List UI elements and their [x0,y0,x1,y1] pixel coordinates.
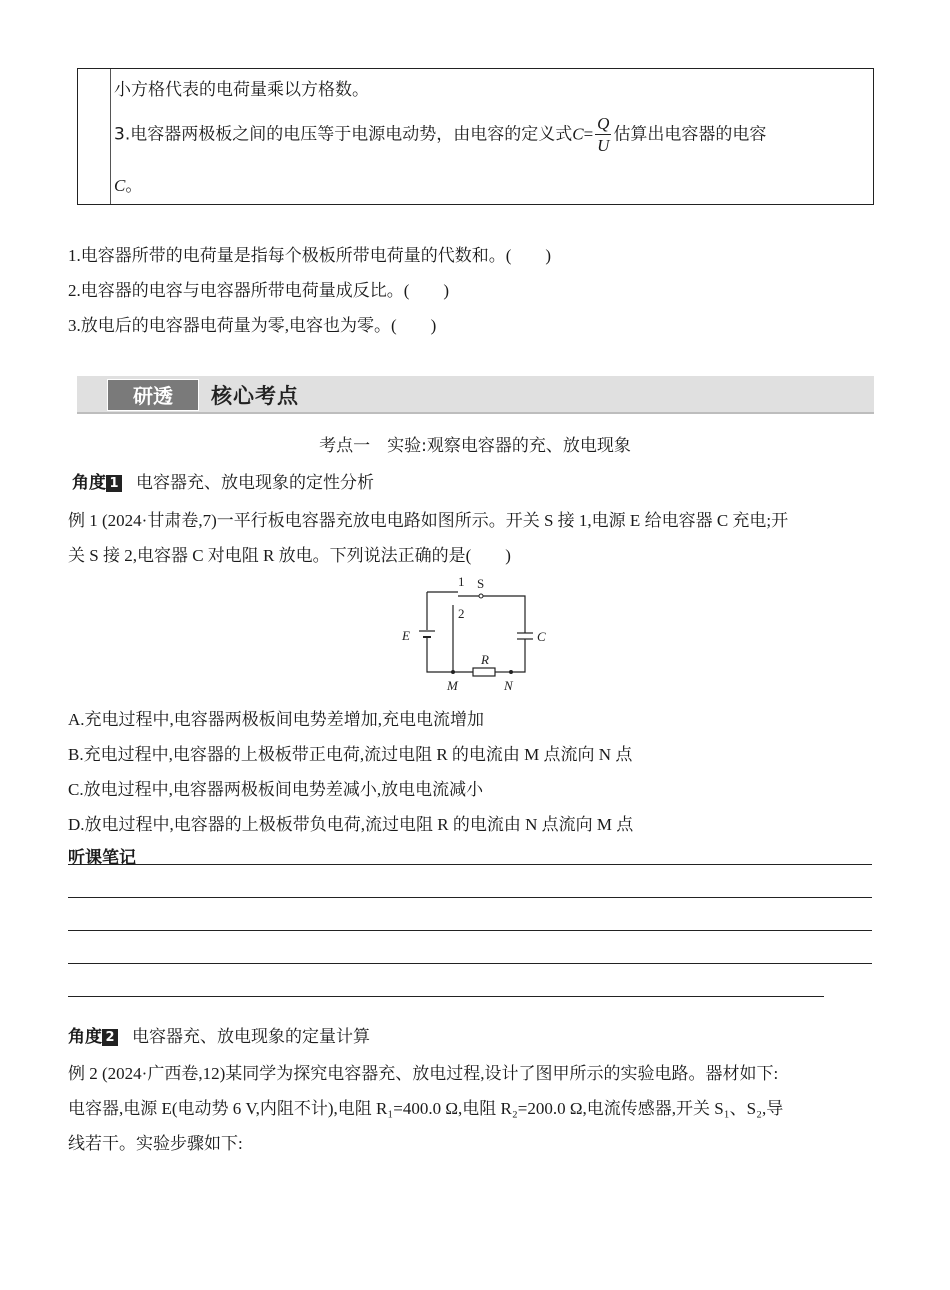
node-n-dot [509,670,513,674]
resistor-body [473,668,495,676]
box-line-2-post: 估算出电容器的电容 [613,124,767,145]
note-line-3[interactable] [68,930,872,931]
circuit-label-1: 1 [458,574,465,589]
angle-1-title: 电容器充、放电现象的定性分析 [136,473,374,493]
angle-2-title: 电容器充、放电现象的定量计算 [132,1027,370,1047]
circuit-label-s: S [477,576,485,591]
box-separator [110,69,111,204]
fraction-numerator: Q [597,114,610,133]
angle-1-heading [72,468,374,493]
note-line-1[interactable] [68,864,872,865]
section-tag: 研透 [107,379,199,411]
node-m-dot [451,670,455,674]
option-d: D.放电过程中,电容器的上极板带负电荷,流过电阻 R 的电流由 N 点流向 M 点 [68,815,634,834]
angle-1-label: 角度 [72,473,106,493]
circuit-diagram [395,572,560,697]
notes-label: 听课笔记 [68,848,136,868]
top-box [77,68,874,205]
fraction-q-over-u [595,115,611,154]
circuit-label-c: C [537,629,546,644]
angle-2-heading [68,1022,370,1047]
example-2-line-1: 例 2 (2024·广西卷,12)某同学为探究电容器充、放电过程,设计了图甲所示的实验电路。器材如下: [68,1064,779,1083]
wire-top-right [481,596,525,633]
circuit-label-e: E [402,628,410,643]
circuit-label-2: 2 [458,606,465,621]
note-line-2[interactable] [68,897,872,898]
circuit-label-n: N [504,678,513,693]
box-line-3 [114,171,142,196]
box-line-1: 小方格代表的电荷量乘以方格数。 [114,80,369,100]
switch-pivot [479,594,483,598]
example-1-line-2: 关 S 接 2,电容器 C 对电阻 R 放电。下列说法正确的是( ) [68,546,511,565]
judgment-1: 1.电容器所带的电荷量是指每个极板所带电荷量的代数和。( ) [68,246,552,265]
judgment-3: 3.放电后的电容器电荷量为零,电容也为零。( ) [68,316,437,335]
kaodian-title: 考点一 实验:观察电容器的充、放电现象 [319,436,631,456]
box-line-2-pre: 3.电容器两极板之间的电压等于电源电动势，由电容的定义式 [114,124,573,145]
box-line-3-post: 。 [125,176,143,196]
option-c: C.放电过程中,电容器两极板间电势差减小,放电电流减小 [68,780,484,799]
angle-2-badge: 2 [102,1029,118,1046]
box-line-2 [114,115,766,154]
circuit-label-r: R [481,652,489,667]
section-banner [77,376,874,414]
var-c-2: C [114,176,126,195]
judgment-2: 2.电容器的电容与电容器所带电荷量成反比。( ) [68,281,450,300]
note-line-4[interactable] [68,963,872,964]
example-2-line-3: 线若干。实验步骤如下: [68,1134,243,1153]
angle-2-label: 角度 [68,1027,102,1047]
var-c: C [572,124,584,144]
equals-sign: = [583,124,594,144]
circuit-label-m: M [447,678,458,693]
wire-right-bottom [511,639,525,672]
angle-1-badge: 1 [106,475,122,492]
fraction-denominator: U [597,136,610,155]
option-a: A.充电过程中,电容器两极板间电势差增加,充电电流增加 [68,710,485,729]
section-title: 核心考点 [211,384,299,408]
wire-left-bottom [427,638,453,672]
example-1-line-1: 例 1 (2024·甘肃卷,7)一平行板电容器充放电电路如图所示。开关 S 接 1,电源 E 给电容器 C 充电;开 [68,511,789,530]
option-b: B.充电过程中,电容器的上极板带正电荷,流过电阻 R 的电流由 M 点流向 N 点 [68,745,633,764]
note-line-5[interactable] [68,996,824,997]
example-2-line-2: 电容器,电源 E(电动势 6 V,内阻不计),电阻 R₁=400.0 Ω,电阻 R₂=200.0 Ω,电流传感器,开关 S₁、S₂,导 [68,1099,784,1118]
